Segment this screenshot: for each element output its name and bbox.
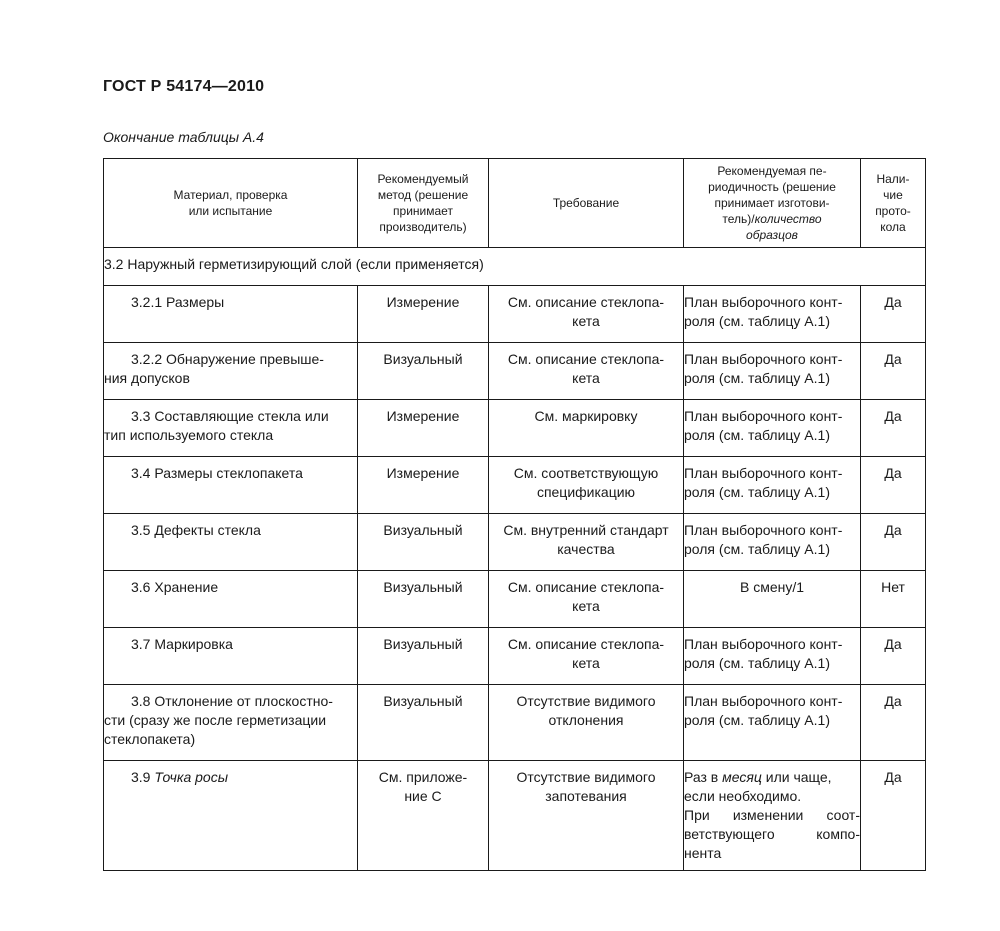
cell-protocol: Да — [861, 343, 926, 400]
cell-protocol: Да — [861, 628, 926, 685]
cell-text: кета — [572, 313, 600, 329]
inspection-table — [103, 158, 926, 871]
cell-text: См. описание стеклопа- — [507, 351, 665, 367]
cell-method — [358, 685, 489, 761]
cell-material — [104, 571, 358, 628]
cell-requirement — [489, 761, 684, 871]
cell-text: роля (см. таблицу А.1) — [684, 484, 830, 500]
cell-periodicity — [684, 286, 861, 343]
header-text: тель)/ — [722, 212, 755, 226]
cell-text: 3.2.1 Размеры — [131, 294, 225, 310]
cell-requirement — [489, 343, 684, 400]
section-title: 3.2 Наружный герметизирующий слой (если применяется) — [104, 248, 926, 286]
cell-requirement — [489, 286, 684, 343]
cell-text: роля (см. таблицу А.1) — [684, 313, 830, 329]
cell-text: Визуальный — [383, 522, 463, 538]
cell-text: 3.6 Хранение — [131, 579, 219, 595]
header-text: принимает — [393, 204, 453, 218]
cell-material — [104, 685, 358, 761]
cell-text: 3.7 Маркировка — [131, 636, 233, 652]
cell-text: роля (см. таблицу А.1) — [684, 712, 830, 728]
column-header-protocol — [861, 159, 926, 248]
header-text: чие — [883, 188, 903, 202]
cell-text: Отсутствие видимого — [516, 693, 656, 709]
table-row — [104, 457, 926, 514]
column-header-periodicity — [684, 159, 861, 248]
cell-text: роля (см. таблицу А.1) — [684, 370, 830, 386]
cell-text: Измерение — [386, 465, 460, 481]
cell-material — [104, 343, 358, 400]
cell-method — [358, 761, 489, 871]
cell-periodicity — [684, 571, 861, 628]
cell-text: При изменении соот- — [684, 807, 860, 823]
cell-text: качества — [557, 541, 615, 557]
cell-text: Визуальный — [383, 636, 463, 652]
cell-method — [358, 514, 489, 571]
header-text: кола — [880, 220, 906, 234]
section-row — [104, 248, 926, 286]
cell-method — [358, 286, 489, 343]
cell-text-italic: месяц — [722, 769, 762, 785]
cell-method — [358, 571, 489, 628]
cell-text: нента — [684, 845, 722, 861]
cell-material — [104, 457, 358, 514]
header-text: прото- — [875, 204, 911, 218]
cell-protocol: Да — [861, 685, 926, 761]
table-row — [104, 685, 926, 761]
cell-periodicity — [684, 761, 861, 871]
cell-text: План выборочного конт- — [684, 693, 843, 709]
header-text-italic: образцов — [746, 228, 798, 242]
cell-text: План выборочного конт- — [684, 465, 843, 481]
cell-periodicity — [684, 457, 861, 514]
cell-text: План выборочного конт- — [684, 522, 843, 538]
cell-text: Отсутствие видимого — [516, 769, 656, 785]
header-text: Материал, проверка — [173, 188, 288, 202]
cell-text: Визуальный — [383, 351, 463, 367]
cell-text: ние С — [404, 788, 442, 804]
cell-method — [358, 457, 489, 514]
cell-text: спецификацию — [536, 484, 636, 500]
cell-text: 3.5 Дефекты стекла — [131, 522, 261, 538]
table-row — [104, 514, 926, 571]
cell-method — [358, 628, 489, 685]
cell-text: или чаще, — [761, 769, 832, 785]
table-row — [104, 400, 926, 457]
cell-text: См. описание стеклопа- — [507, 294, 665, 310]
cell-material — [104, 628, 358, 685]
column-header-method — [358, 159, 489, 248]
cell-material — [104, 400, 358, 457]
cell-text: 3.8 Отклонение от плоскостно- — [131, 693, 333, 709]
cell-text: План выборочного конт- — [684, 294, 843, 310]
header-text-italic: количество — [754, 212, 822, 226]
cell-text: кета — [572, 598, 600, 614]
cell-text: Визуальный — [383, 579, 463, 595]
cell-text: стеклопакета) — [104, 731, 196, 747]
cell-text: См. маркировку — [534, 408, 638, 424]
column-header-requirement: Требование — [489, 159, 684, 248]
cell-protocol: Да — [861, 514, 926, 571]
document-header: ГОСТ Р 54174—2010 — [103, 78, 265, 95]
cell-text: См. приложе- — [378, 769, 468, 785]
cell-text: Измерение — [386, 294, 460, 310]
cell-material — [104, 514, 358, 571]
column-header-material — [104, 159, 358, 248]
cell-text: 3.4 Размеры стеклопакета — [131, 465, 303, 481]
cell-periodicity — [684, 685, 861, 761]
cell-text: План выборочного конт- — [684, 408, 843, 424]
cell-text: роля (см. таблицу А.1) — [684, 427, 830, 443]
cell-text: запотевания — [545, 788, 627, 804]
cell-text: Раз в — [684, 769, 723, 785]
cell-text: См. соответствующую — [513, 465, 659, 481]
cell-protocol: Да — [861, 400, 926, 457]
cell-periodicity — [684, 400, 861, 457]
cell-text: См. описание стеклопа- — [507, 579, 665, 595]
cell-method — [358, 400, 489, 457]
cell-text: роля (см. таблицу А.1) — [684, 541, 830, 557]
cell-periodicity — [684, 628, 861, 685]
table-row — [104, 286, 926, 343]
cell-requirement — [489, 628, 684, 685]
table-row — [104, 343, 926, 400]
cell-requirement — [489, 685, 684, 761]
cell-text: сти (сразу же после герметизации — [104, 712, 327, 728]
cell-text: 3.9 — [131, 769, 155, 785]
cell-text: тип используемого стекла — [104, 427, 274, 443]
cell-material — [104, 761, 358, 871]
table-header-row — [104, 159, 926, 248]
header-text: или испытание — [188, 204, 273, 218]
cell-text: роля (см. таблицу А.1) — [684, 655, 830, 671]
cell-text: кета — [572, 655, 600, 671]
cell-text — [104, 769, 228, 785]
table-caption: Окончание таблицы А.4 — [103, 129, 264, 145]
cell-requirement — [489, 571, 684, 628]
cell-text: Визуальный — [383, 693, 463, 709]
cell-text: 3.2.2 Обнаружение превыше- — [131, 351, 324, 367]
table-row — [104, 571, 926, 628]
cell-text: В смену/1 — [739, 579, 805, 595]
cell-text: если необходимо. — [684, 788, 802, 804]
cell-text: См. описание стеклопа- — [507, 636, 665, 652]
cell-requirement — [489, 514, 684, 571]
table-row — [104, 761, 926, 871]
cell-protocol: Да — [861, 286, 926, 343]
table-row — [104, 628, 926, 685]
header-text: производитель) — [379, 220, 467, 234]
cell-requirement — [489, 400, 684, 457]
header-text: риодичность (решение — [708, 180, 836, 194]
cell-text: План выборочного конт- — [684, 636, 843, 652]
header-text: Нали- — [876, 172, 910, 186]
cell-method — [358, 343, 489, 400]
cell-text: Измерение — [386, 408, 460, 424]
cell-protocol: Да — [861, 457, 926, 514]
header-text: Рекомендуемый — [377, 172, 469, 186]
cell-protocol: Нет — [861, 571, 926, 628]
header-text: метод (решение — [377, 188, 469, 202]
cell-text: ветствующего компо- — [684, 826, 860, 842]
cell-text: План выборочного конт- — [684, 351, 843, 367]
cell-text-italic: Точка росы — [154, 769, 229, 785]
cell-text: ния допусков — [104, 370, 190, 386]
cell-requirement — [489, 457, 684, 514]
header-text: принимает изготови- — [714, 196, 830, 210]
cell-text: См. внутренний стандарт — [503, 522, 669, 538]
cell-text: отклонения — [548, 712, 624, 728]
cell-periodicity — [684, 514, 861, 571]
header-text: Рекомендуемая пе- — [717, 164, 827, 178]
cell-material — [104, 286, 358, 343]
cell-protocol: Да — [861, 761, 926, 871]
cell-periodicity — [684, 343, 861, 400]
cell-text: кета — [572, 370, 600, 386]
cell-text: 3.3 Составляющие стекла или — [131, 408, 329, 424]
